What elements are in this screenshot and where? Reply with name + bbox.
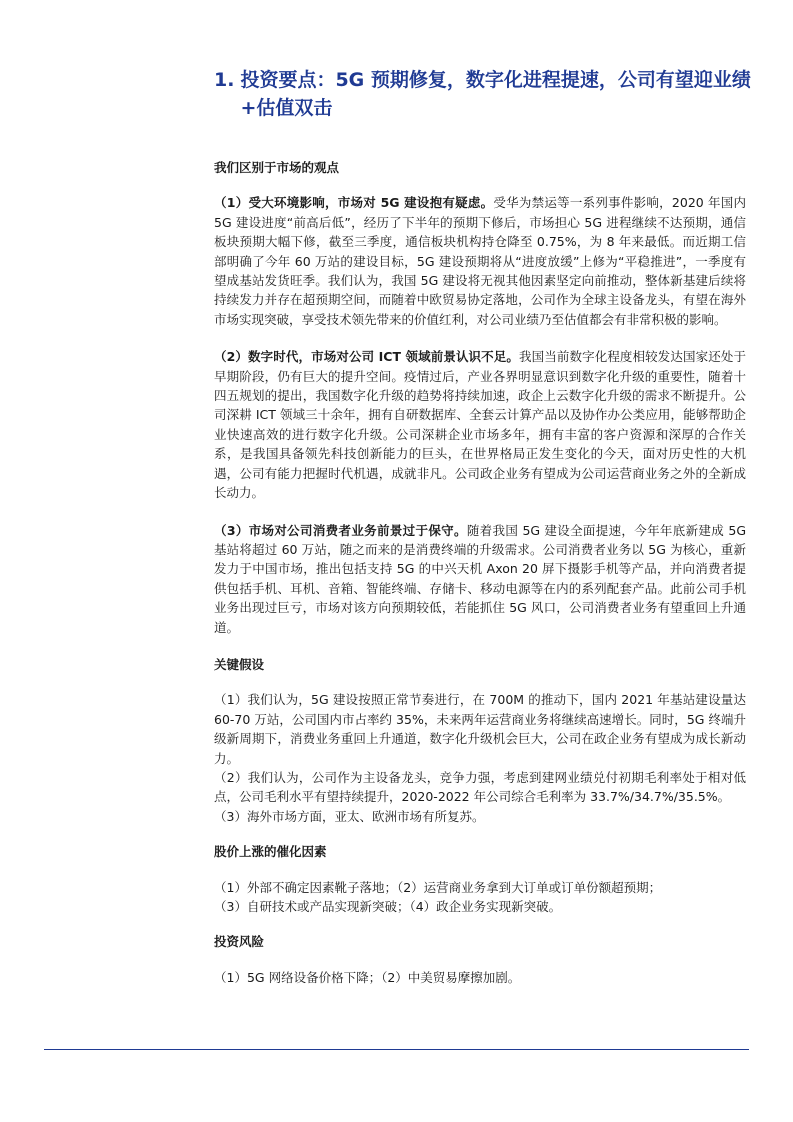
paragraph-body: 受华为禁运等一系列事件影响，2020 年国内 5G 建设进度“前高后低”，经历了下半年的预期下修后，市场担心 5G 进程继续不达预期，通信板块预期大幅下修，截至三季度，通信板块机构持仓降至 0.75%，为 8 年来最低。而近期工信部明确了今年 60 万站的建设目标，5G 建设预期将从“进度放缓”上修为“平稳推进”，一季度有望成基站发货旺季。我们认为，我国 5G 建设将无视其他因素坚定向前推动，整体新基建后续将持续发力并存在超预期空间，而随着中欧贸易协定落地，公司作为全球主设备龙头，有望在海外市场实现突破，享受技术领先带来的价值红利，对公司业绩乃至估值都会有非常积极的影响。 — [214, 195, 746, 327]
title-number: 1. — [214, 69, 235, 91]
paragraph-body: 随着我国 5G 建设全面提速，今年年底新建成 5G 基站将超过 60 万站，随之而来的是消费终端的升级需求。公司消费者业务以 5G 为核心，重新发力于中国市场，推出包括支持 5G 的中兴天机 Axon 20 屏下摄影手机等产品，并向消费者提供包括手机、耳机、音箱、智能终端、存储卡、移动电源等在内的系列配套产品。此前公司手机业务出现过巨亏，市场对该方向预期较低，若能抓住 5G 风口，公司消费者业务有望重回上升通道。 — [214, 522, 747, 635]
section-heading-risks: 投资风险 — [214, 934, 265, 950]
report-body — [214, 158, 746, 987]
assumption-paragraph-2: （2）我们认为，公司作为主设备龙头，竞争力强，考虑到建网业绩兑付初期毛利率处于相对低点，公司毛利水平有望持续提升，2020-2022 年公司综合毛利率为 33.7%/34.7%/35.5%。 — [214, 769, 746, 805]
paragraph-lead: （2）数字时代，市场对公司 ICT 领域前景认识不足。 — [214, 349, 520, 365]
catalyst-line-1: （1）外部不确定因素靴子落地；（2）运营商业务拿到大订单或订单份额超预期； — [214, 879, 662, 895]
title-text: 投资要点：5G 预期修复，数字化进程提速，公司有望迎业绩+估值双击 — [240, 69, 751, 119]
page-title — [214, 66, 759, 122]
risk-line-1: （1）5G 网络设备价格下降；（2）中美贸易摩擦加剧。 — [214, 969, 521, 985]
footer-divider — [44, 1049, 749, 1050]
paragraph-lead: （1）受大环境影响，市场对 5G 建设抱有疑虑。 — [214, 195, 494, 211]
section-heading-catalysts: 股价上涨的催化因素 — [214, 844, 327, 860]
paragraph-body: 我国当前数字化程度相较发达国家还处于早期阶段，仍有巨大的提升空间。疫情过后，产业各界明显意识到数字化升级的重要性，随着十四五规划的提出，我国数字化升级的趋势将持续加速，政企上云数字化升级的需求不断提升。公司深耕 ICT 领域三十余年，拥有自研数据库、全套云计算产品以及协作办公类应用，能够帮助企业快速高效的进行数字化升级。公司深耕企业市场多年，拥有丰富的客户资源和深厚的合作关系，是我国具备领先科技创新能力的巨头，在世界格局正发生变化的今天，面对历史性的大机遇，公司有能力把握时代机遇，成就非凡。公司政企业务有望成为公司运营商业务之外的全新成长动力。 — [214, 349, 746, 501]
differences-paragraph-3 — [214, 521, 746, 637]
section-heading-assumptions: 关键假设 — [214, 656, 265, 672]
assumption-paragraph-1: （1）我们认为，5G 建设按照正常节奏进行，在 700M 的推动下，国内 2021 年基站建设量达 60-70 万站，公司国内市占率约 35%，未来两年运营商业务将继续高速增长。同时，5G 终端升级新周期下，消费业务重回上升通道，数字化升级机会巨大，公司在政企业务有望成为成长新动力。 — [214, 692, 746, 766]
assumption-paragraph-3: （3）海外市场方面，亚太、欧洲市场有所复苏。 — [214, 808, 485, 824]
differences-paragraph-1 — [214, 193, 746, 329]
catalyst-line-2: （3）自研技术或产品实现新突破；（4）政企业务实现新突破。 — [214, 899, 562, 914]
differences-paragraph-2 — [214, 347, 746, 502]
paragraph-lead: （3）市场对公司消费者业务前景过于保守。 — [214, 522, 467, 538]
section-heading-differences: 我们区别于市场的观点 — [214, 160, 340, 175]
